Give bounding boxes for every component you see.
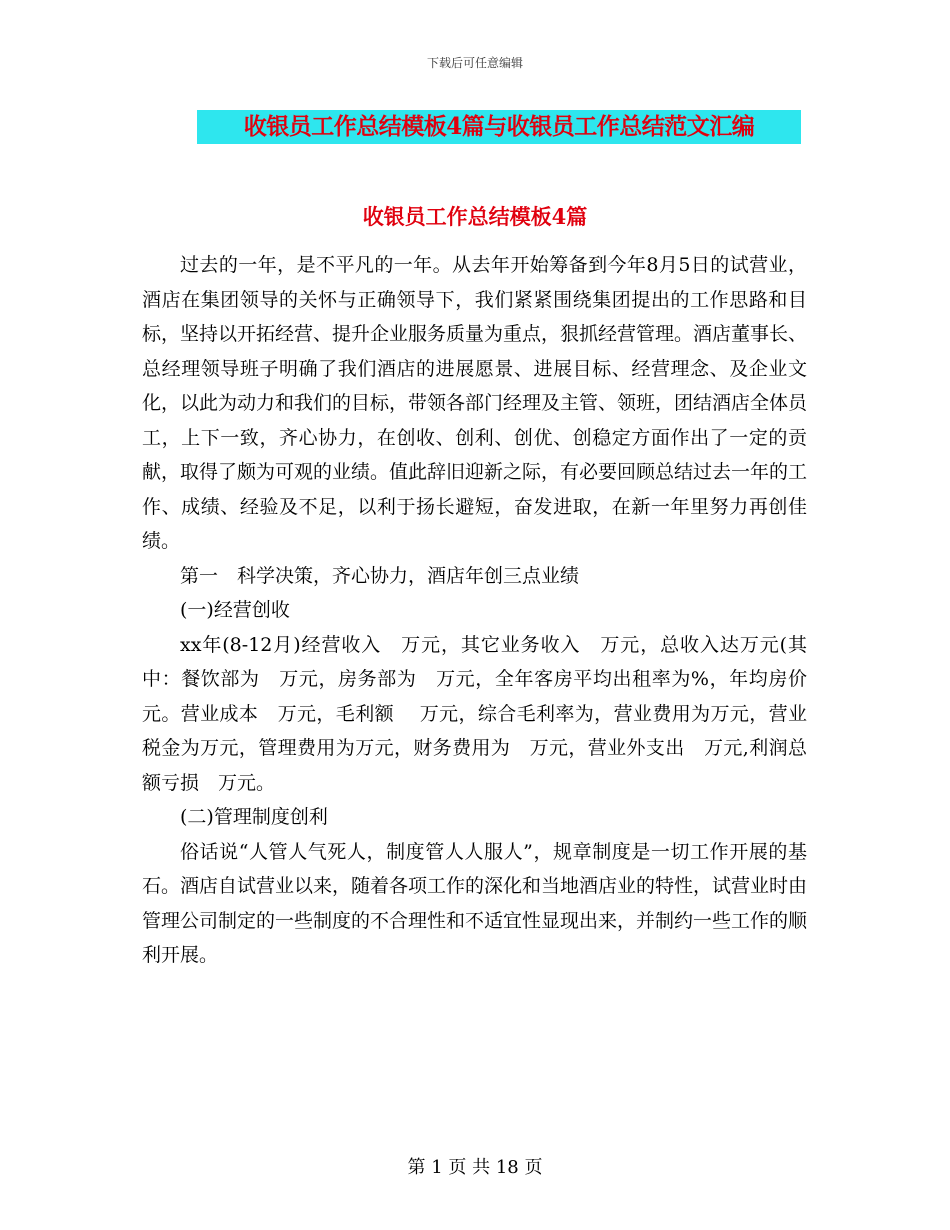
paragraph-management-system: 俗话说“人管人气死人，制度管人人服人”，规章制度是一切工作开展的基石。酒店自试营业以来，随着各项工作的深化和当地酒店业的特性，试营业时由管理公司制定的一些制度的不合理性和不适宜性显现出来，并制约一些工作的顺利开展。 xyxy=(142,840,808,966)
document-body xyxy=(142,248,827,973)
subheading-business-revenue: (一)经营创收 xyxy=(180,599,290,621)
main-title: 收银员工作总结模板4篇与收银员工作总结范文汇编 xyxy=(243,113,755,140)
header-note: 下载后可任意编辑 xyxy=(426,56,523,70)
paragraph-revenue-figures: xx年(8-12月)经营收入 万元，其它业务收入 万元，总收入达万元(其中：餐饮部为 万元，房务部为 万元，全年客房平均出租率为%，年均房价 元。营业成本 万元，毛利额 万元，综合毛利率为，营业费用为万元，营业税金为万元，管理费用为万元，财务费用为 万元，营业外支出 万元,利润总额亏损 万元。 xyxy=(142,633,827,794)
main-title-highlight xyxy=(197,110,801,144)
paragraph-intro: 过去的一年，是不平凡的一年。从去年开始筹备到今年8月5日的试营业，酒店在集团领导的关怀与正确领导下，我们紧紧围绕集团提出的工作思路和目标，坚持以开拓经营、提升企业服务质量为重点，狠抓经营管理。酒店董事长、总经理领导班子明确了我们酒店的进展愿景、进展目标、经营理念、及企业文化，以此为动力和我们的目标，带领各部门经理及主管、领班，团结酒店全体员工，上下一致，齐心协力，在创收、创利、创优、创稳定方面作出了一定的贡献，取得了颇为可观的业绩。值此辞旧迎新之际，有必要回顾总结过去一年的工作、成绩、经验及不足，以利于扬长避短，奋发进取，在新一年里努力再创佳绩。 xyxy=(142,254,808,552)
subheading-management-system: (二)管理制度创利 xyxy=(180,806,328,828)
page-footer: 第 1 页 共 18 页 xyxy=(407,1157,543,1178)
section-heading-first: 第一 科学决策，齐心协力，酒店年创三点业绩 xyxy=(180,564,580,587)
section-title: 收银员工作总结模板4篇 xyxy=(362,204,588,229)
